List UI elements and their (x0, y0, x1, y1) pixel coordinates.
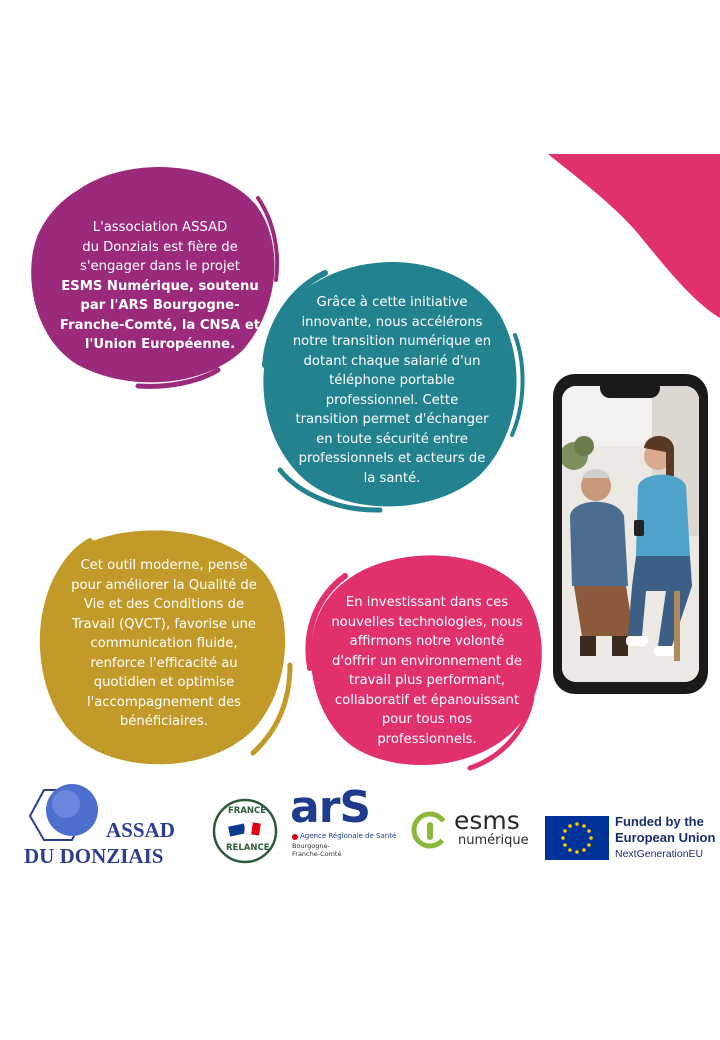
investment-text (320, 593, 534, 749)
intro-text (40, 218, 280, 355)
esms-sub: numérique (458, 833, 529, 848)
eu-flag-icon (545, 816, 609, 860)
ars-sub-3: Franche-Comté (292, 850, 342, 858)
intro-bold-2: par l'ARS Bourgogne- (80, 298, 240, 313)
tool-line: Cet outil moderne, pensé (80, 558, 248, 573)
investment-line: nouvelles technologies, nous (331, 614, 523, 630)
initiative-line: professionnel. Cette (325, 392, 459, 408)
tool-text (48, 556, 280, 732)
france-relance-line-1: FRANCE (228, 806, 267, 816)
phone-screen (562, 386, 699, 682)
initiative-text (276, 293, 508, 488)
investment-line: pour tous nos (381, 712, 473, 727)
intro-bold-4: l'Union Européenne. (84, 337, 236, 352)
decorative-pink-shape (540, 150, 720, 320)
eu-line-3: NextGenerationEU (615, 848, 704, 860)
initiative-line: professionnels et acteurs de (298, 451, 486, 466)
intro-line-3: s'engager dans le projet (80, 259, 240, 274)
investment-line: affirmons notre volonté (349, 634, 505, 649)
ars-logo (290, 782, 405, 867)
ars-flag-dot (292, 834, 298, 840)
tool-line: Vie et des Conditions de (83, 597, 245, 612)
ars-sub-2: Bourgogne- (292, 842, 330, 850)
assad-line-2: DU DONZIAIS (24, 844, 164, 868)
tool-line: pour améliorer la Qualité de (71, 577, 257, 593)
investment-line: collaboratif et épanouissant (334, 692, 520, 708)
investment-line: professionnels. (377, 731, 477, 747)
intro-bold-1: ESMS Numérique, soutenu (61, 278, 259, 294)
eu-line-1: Funded by the (615, 814, 704, 829)
initiative-line: Grâce à cette initiative (316, 295, 468, 310)
intro-bold-3: Franche-Comté, la CNSA et (59, 317, 261, 333)
intro-line-2: du Donziais est fière de (82, 239, 238, 255)
investment-line: En investissant dans ces (345, 595, 509, 610)
tool-line: renforce l'efficacité au (90, 655, 238, 671)
phone-notch (600, 384, 660, 398)
eu-funding-logo (545, 812, 715, 864)
france-relance-line-2: RELANCE (226, 843, 270, 853)
care-scene-image (562, 386, 699, 682)
esms-logo (410, 806, 535, 856)
tool-line: Travail (QVCT), favorise une (71, 616, 257, 632)
tool-line: bénéficiaires. (119, 714, 209, 729)
assad-emblem-icon (22, 782, 112, 842)
assad-line-1: ASSAD (106, 818, 175, 842)
ars-wordmark: arS (290, 782, 371, 833)
initiative-line: dotant chaque salarié d'un (303, 353, 481, 369)
investment-line: d'offrir un environnement de (332, 653, 522, 669)
tool-line: quotidien et optimise (93, 675, 235, 690)
initiative-line: innovante, nous accélérons (301, 314, 483, 330)
initiative-line: la santé. (363, 470, 421, 486)
initiative-line: téléphone portable (329, 373, 455, 388)
initiative-line: notre transition numérique en (292, 334, 492, 349)
tool-line: l'accompagnement des (86, 694, 242, 710)
tool-line: communication fluide, (90, 636, 238, 651)
assad-logo (22, 782, 192, 872)
initiative-line: en toute sécurité entre (316, 431, 468, 447)
esms-wordmark: esms (454, 806, 520, 835)
ars-sub-1: Agence Régionale de Santé (300, 832, 397, 840)
esms-leaf-icon (410, 810, 450, 850)
france-relance-logo (212, 798, 278, 864)
eu-line-2: European Union (615, 830, 716, 845)
initiative-line: transition permet d'échanger (295, 412, 489, 427)
phone-mockup (553, 374, 708, 694)
intro-line-1: L'association ASSAD (92, 220, 228, 235)
investment-line: travail plus performant, (349, 673, 505, 688)
